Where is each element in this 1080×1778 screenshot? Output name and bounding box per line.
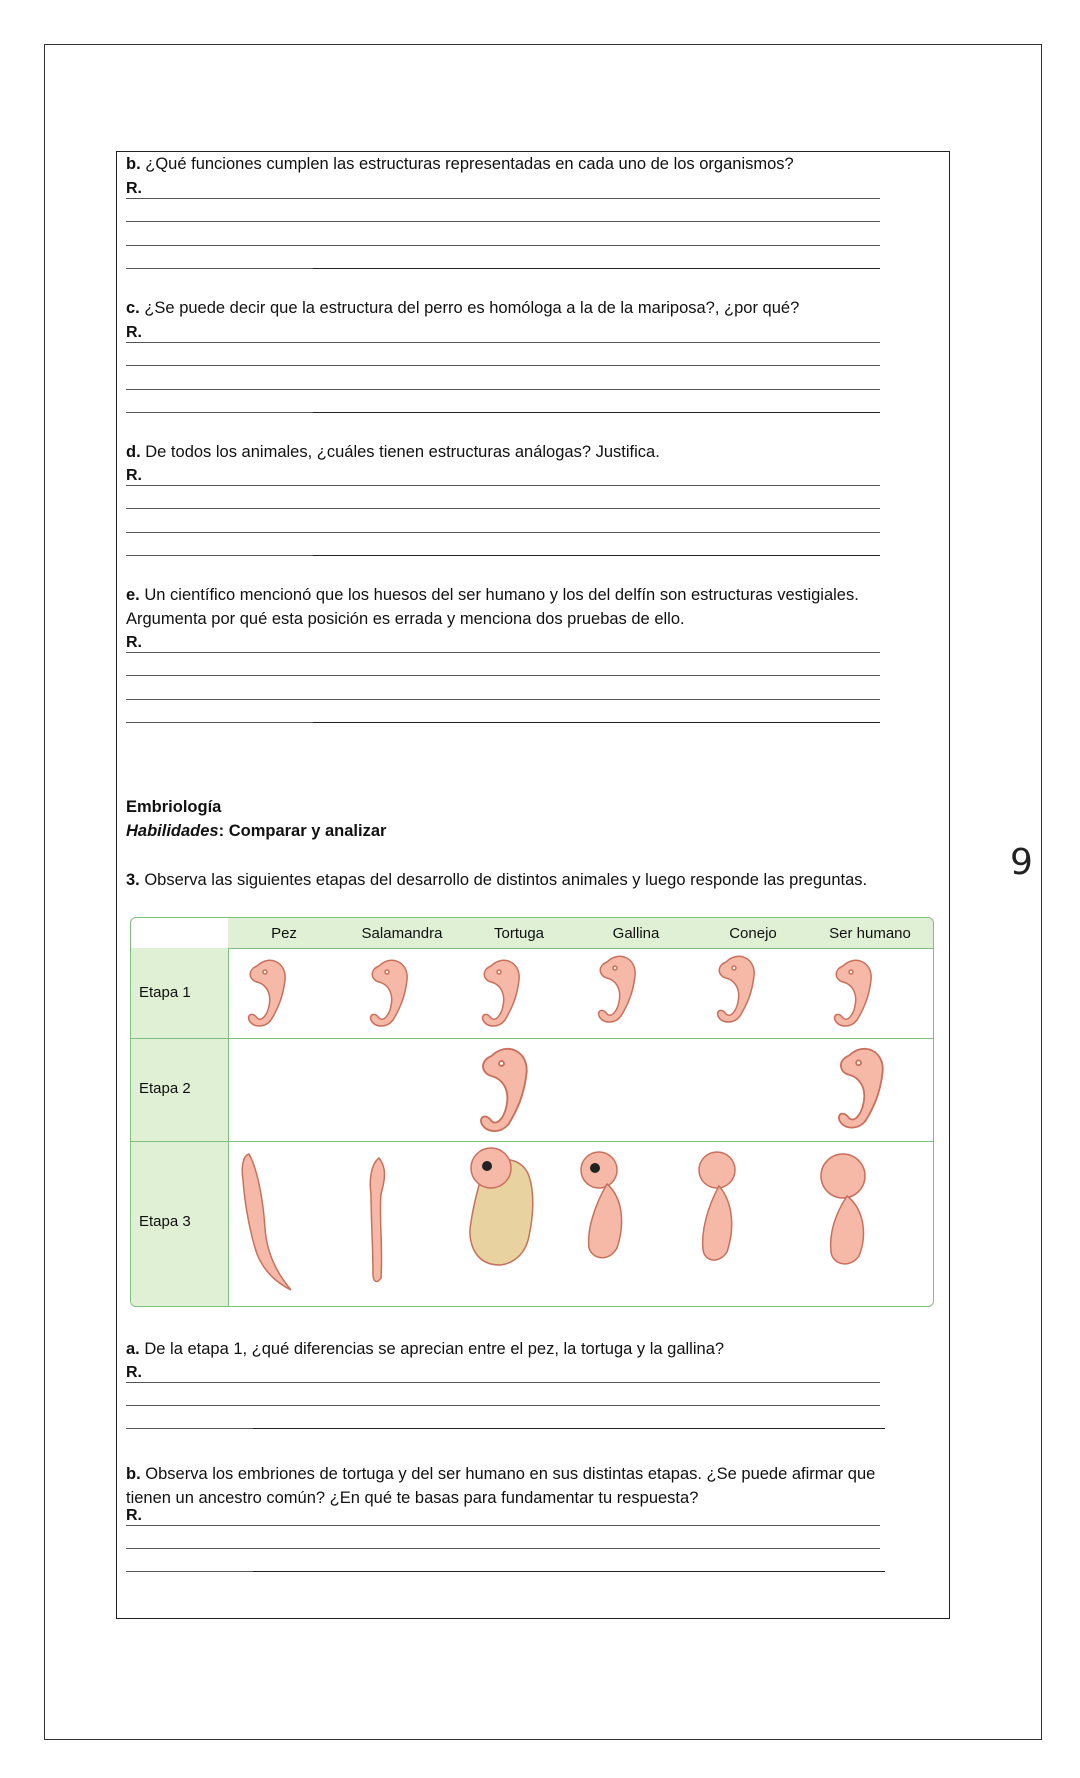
answer-label: R. — [126, 324, 142, 341]
row-label-etapa-3: Etapa 3 — [139, 1213, 191, 1230]
answer-line[interactable] — [126, 675, 880, 676]
answer-line[interactable] — [126, 389, 880, 390]
answer-line[interactable] — [126, 508, 880, 509]
question-3: 3. Observa las siguientes etapas del desarrollo de distintos animales y luego responde las preguntas. — [126, 871, 868, 889]
answer-line[interactable] — [126, 1405, 880, 1406]
column-header-ser-humano: Ser humano — [829, 925, 911, 942]
question-c: c. ¿Se puede decir que la estructura del perro es homóloga a la de la mariposa?, ¿por qué? — [126, 299, 800, 317]
column-header-tortuga: Tortuga — [493, 925, 545, 942]
answer-line — [253, 1571, 885, 1572]
answer-line[interactable] — [126, 485, 880, 486]
answer-line[interactable] — [126, 365, 880, 366]
answer-label: R. — [126, 634, 142, 651]
question-a-embryo: a. De la etapa 1, ¿qué diferencias se aprecian entre el pez, la tortuga y la gallina? — [126, 1340, 725, 1358]
answer-line[interactable] — [126, 342, 880, 343]
answer-line[interactable] — [126, 1525, 880, 1526]
embryo-humano-etapa-1 — [835, 960, 872, 1026]
answer-line[interactable] — [126, 245, 880, 246]
column-header-salamandra: Salamandra — [361, 925, 443, 942]
answer-line[interactable] — [126, 1382, 880, 1383]
embryo-humano-etapa-3 — [821, 1154, 865, 1264]
embryo-tortuga-etapa-3 — [470, 1148, 533, 1265]
answer-label: R. — [126, 1507, 142, 1524]
answer-line — [313, 555, 880, 556]
answer-line[interactable] — [126, 652, 880, 653]
question-b-embryo: b. Observa los embriones de tortuga y del ser humano en sus distintas etapas. ¿Se puede afirmar que tienen un ancestro común? ¿En qué te basas para fundamentar tu respuesta? — [126, 1465, 876, 1507]
row-label-etapa-1: Etapa 1 — [139, 984, 191, 1001]
embryo-conejo-etapa-1 — [718, 956, 755, 1022]
embryo-gallina-etapa-3 — [581, 1152, 622, 1258]
answer-label: R. — [126, 180, 142, 197]
column-header-gallina: Gallina — [612, 925, 660, 942]
answer-line — [253, 1428, 885, 1429]
answer-line — [313, 412, 880, 413]
question-d: d. De todos los animales, ¿cuáles tienen estructuras análogas? Justifica. — [126, 443, 660, 461]
embryo-humano-etapa-2 — [839, 1049, 883, 1128]
skills-line: Habilidades: Comparar y analizar — [126, 822, 387, 840]
column-header-pez: Pez — [271, 925, 297, 942]
embryo-salamandra-etapa-3 — [370, 1158, 384, 1281]
answer-label: R. — [126, 1364, 142, 1381]
embryo-conejo-etapa-3 — [699, 1152, 735, 1260]
embryo-table — [130, 917, 934, 1307]
embryo-tortuga-etapa-1 — [483, 960, 520, 1026]
answer-line[interactable] — [126, 532, 880, 533]
answer-line[interactable] — [126, 221, 880, 222]
embryo-salamandra-etapa-1 — [371, 960, 408, 1026]
answer-line[interactable] — [126, 198, 880, 199]
answer-line[interactable] — [126, 1548, 880, 1549]
page-number: 9 — [1010, 842, 1033, 883]
column-header-conejo: Conejo — [729, 925, 777, 942]
embryo-pez-etapa-3 — [242, 1154, 291, 1290]
embryo-illustrations — [131, 918, 934, 1307]
answer-line — [313, 722, 880, 723]
embryo-gallina-etapa-1 — [599, 956, 636, 1022]
row-label-etapa-2: Etapa 2 — [139, 1080, 191, 1097]
section-title: Embriología — [126, 798, 222, 816]
question-b: b. ¿Qué funciones cumplen las estructuras representadas en cada uno de los organismos? — [126, 155, 794, 173]
answer-line — [313, 268, 880, 269]
answer-label: R. — [126, 467, 142, 484]
embryo-tortuga-etapa-2 — [481, 1049, 527, 1131]
question-e: e. Un científico mencionó que los huesos del ser humano y los del delfín son estructuras vestigiales. Argumenta por qué esta posición es errada y menciona dos pruebas de ello. — [126, 586, 859, 628]
embryo-pez-etapa-1 — [249, 960, 286, 1026]
answer-line[interactable] — [126, 699, 880, 700]
